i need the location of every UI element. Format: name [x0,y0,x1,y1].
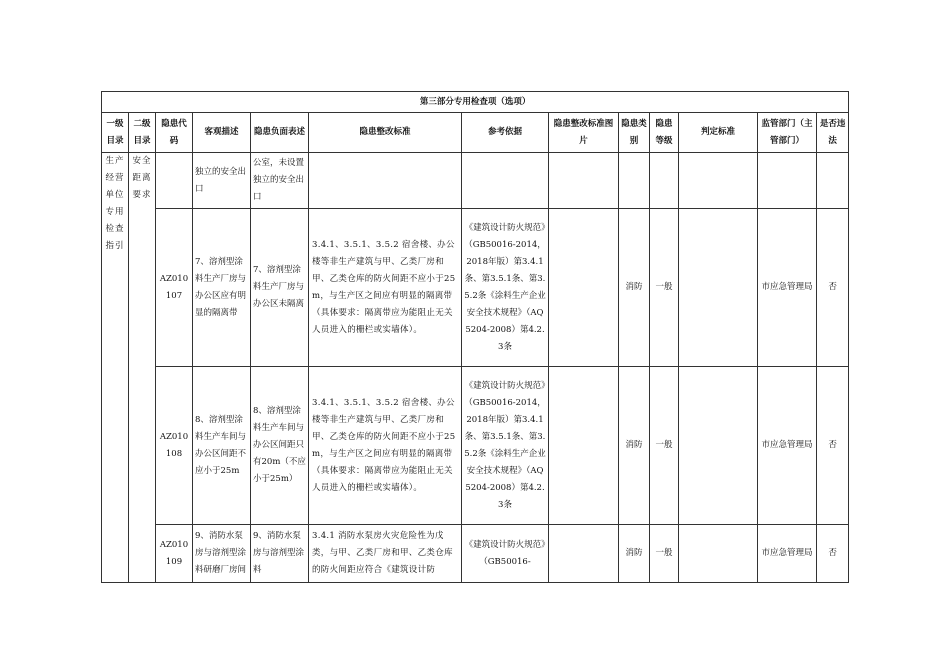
header-level2: 二级目录 [129,113,156,153]
dept-cell [758,153,817,209]
illegal-cell: 否 [817,367,849,525]
header-standard: 隐患整改标准 [309,113,462,153]
table-row [102,153,849,209]
negative-cell: 9、消防水泵房与溶剂型涂料 [251,525,309,583]
negative-cell: 公室，未设置独立的安全出口 [251,153,309,209]
image-cell [549,525,619,583]
standard-cell [309,153,462,209]
dept-cell: 市应急管理局 [758,209,817,367]
desc-cell: 8、溶剂型涂料生产车间与办公区间距不应小于25m [193,367,251,525]
table-title: 第三部分专用检查项（选项） [102,92,849,113]
standard-cell: 3.4.1、3.5.1、3.5.2 宿舍楼、办公楼等非生产建筑与甲、乙类厂房和甲、乙类仓库的防火间距不应小于25m，与生产区之间应有明显的隔离带（具体要求：隔离带应为能阻止无关人员进入的栅栏或实墙体）。 [309,367,462,525]
header-negative: 隐患负面表述 [251,113,309,153]
header-code: 隐患代码 [156,113,193,153]
header-grade: 隐患等级 [650,113,679,153]
judge-cell [679,153,758,209]
category-cell: 消防 [619,209,650,367]
code-cell [156,153,193,209]
header-level1: 一级目录 [102,113,129,153]
header-reference: 参考依据 [462,113,549,153]
header-illegal: 是否违法 [817,113,849,153]
image-cell [549,209,619,367]
header-desc: 客观描述 [193,113,251,153]
level2-cell: 安全距离要求 [129,153,156,583]
image-cell [549,367,619,525]
header-category: 隐患类别 [619,113,650,153]
standard-cell: 3.4.1 消防水泵房火灾危险性为戊类，与甲、乙类厂房和甲、乙类仓库的防火间距应符合《建筑设计防 [309,525,462,583]
illegal-cell: 否 [817,525,849,583]
inspection-table [101,91,849,583]
table-row [102,525,849,583]
category-cell: 消防 [619,525,650,583]
grade-cell [650,153,679,209]
category-cell: 消防 [619,367,650,525]
judge-cell [679,367,758,525]
header-image: 隐患整改标准图片 [549,113,619,153]
table-row [102,367,849,525]
code-cell: AZ010107 [156,209,193,367]
desc-cell: 9、消防水泵房与溶剂型涂料研磨厂房间 [193,525,251,583]
reference-cell: 《建筑设计防火规范》（GB50016-2014，2018年版）第3.4.1条、第3.5.1条、第3.5.2条《涂料生产企业安全技术规程》（AQ5204-2008）第4.2.3条 [462,367,549,525]
reference-cell: 《建筑设计防火规范》（GB50016-2014，2018年版）第3.4.1条、第3.5.1条、第3.5.2条《涂料生产企业安全技术规程》（AQ5204-2008）第4.2.3条 [462,209,549,367]
level1-cell: 生产经营单位专用检查指引 [102,153,129,583]
negative-cell: 7、溶剂型涂料生产厂房与办公区未隔离 [251,209,309,367]
desc-cell: 独立的安全出口 [193,153,251,209]
code-cell: AZ010109 [156,525,193,583]
category-cell [619,153,650,209]
reference-cell [462,153,549,209]
standard-cell: 3.4.1、3.5.1、3.5.2 宿舍楼、办公楼等非生产建筑与甲、乙类厂房和甲、乙类仓库的防火间距不应小于25m，与生产区之间应有明显的隔离带（具体要求：隔离带应为能阻止无关人员进入的栅栏或实墙体）。 [309,209,462,367]
image-cell [549,153,619,209]
header-judge: 判定标准 [679,113,758,153]
reference-cell: 《建筑设计防火规范》（GB50016- [462,525,549,583]
illegal-cell [817,153,849,209]
dept-cell: 市应急管理局 [758,367,817,525]
judge-cell [679,525,758,583]
illegal-cell: 否 [817,209,849,367]
grade-cell: 一般 [650,367,679,525]
negative-cell: 8、溶剂型涂料生产车间与办公区间距只有20m（不应小于25m） [251,367,309,525]
header-dept: 监管部门（主管部门） [758,113,817,153]
desc-cell: 7、溶剂型涂料生产厂房与办公区应有明显的隔离带 [193,209,251,367]
dept-cell: 市应急管理局 [758,525,817,583]
code-cell: AZ010108 [156,367,193,525]
grade-cell: 一般 [650,209,679,367]
judge-cell [679,209,758,367]
table-row [102,209,849,367]
grade-cell: 一般 [650,525,679,583]
